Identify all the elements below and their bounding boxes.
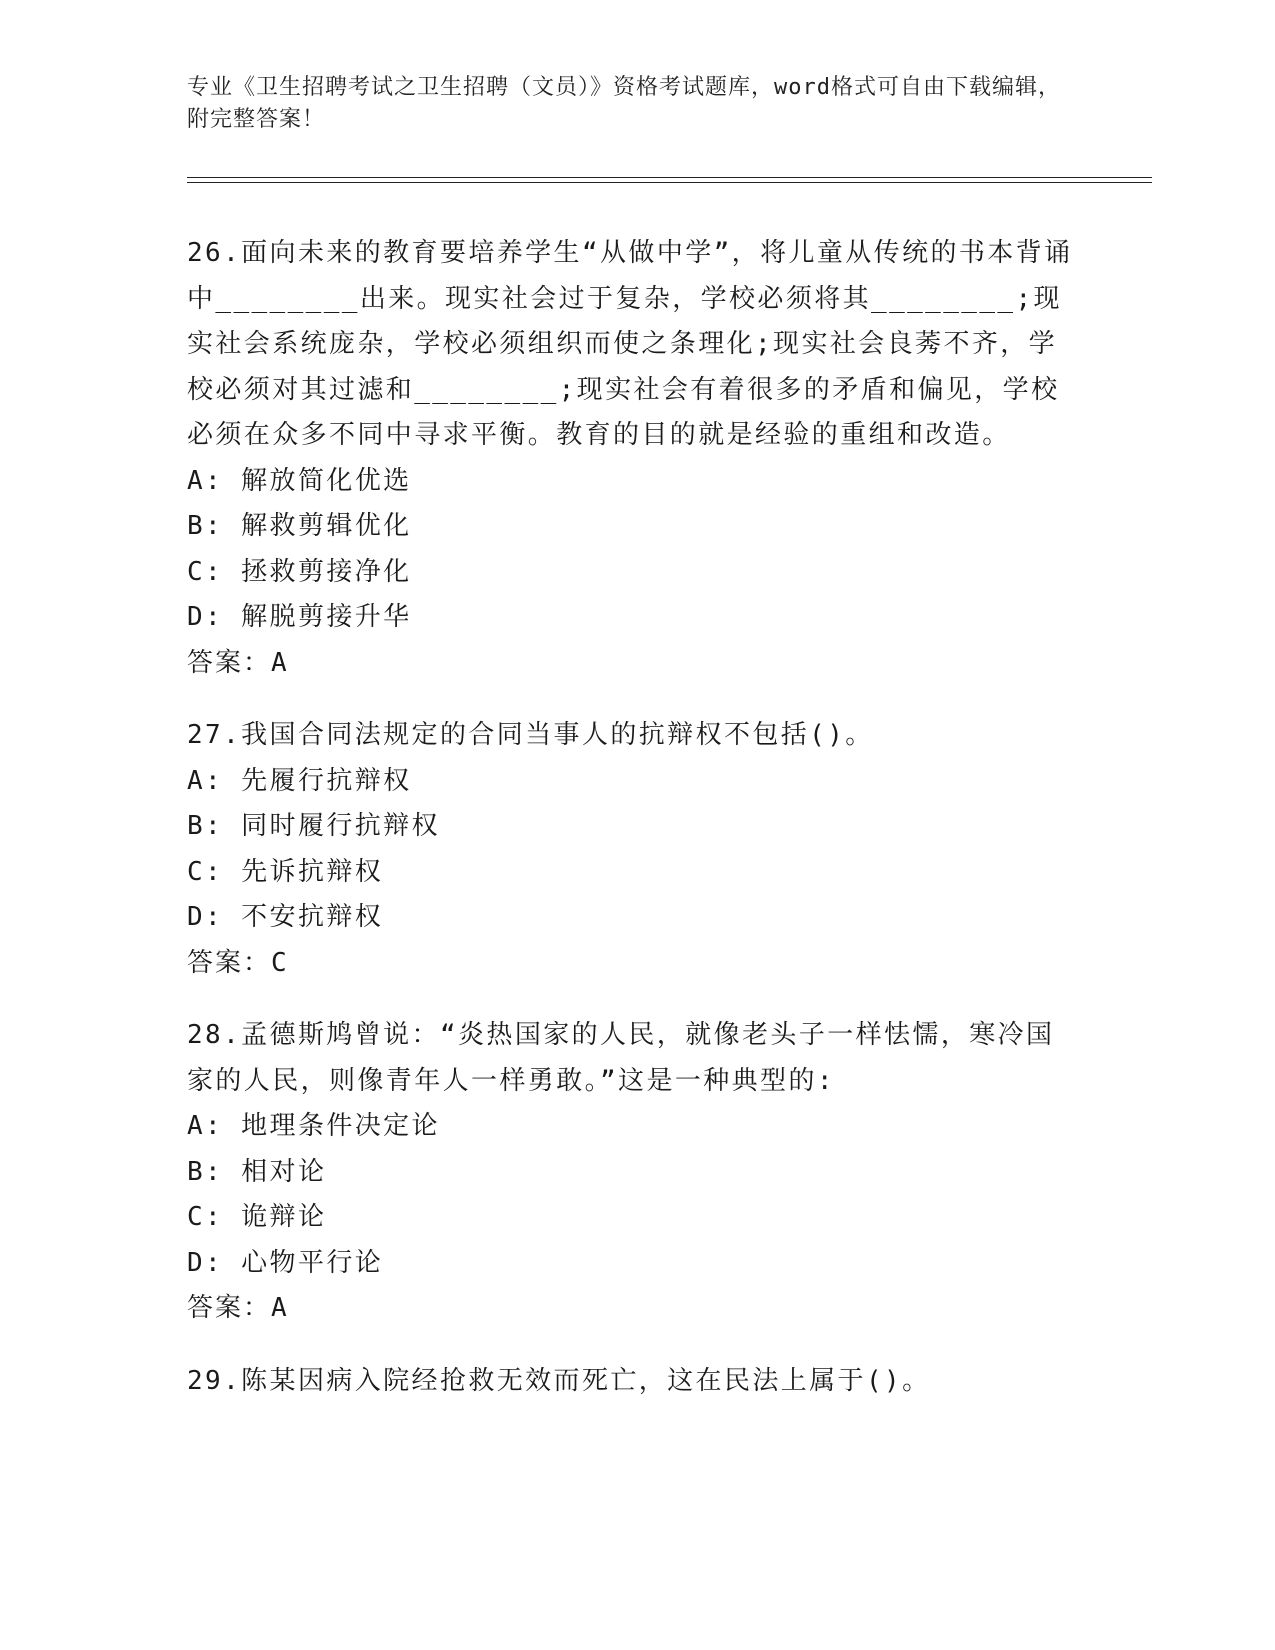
question-list <box>187 231 1077 1431</box>
question-28 <box>187 1013 1077 1332</box>
question-27 <box>187 713 1077 986</box>
question-stem: 28.孟德斯鸠曾说：“炎热国家的人民，就像老头子一样怯懦，寒冷国家的人民，则像青年人一样勇敢。”这是一种典型的: <box>187 1020 1055 1096</box>
document-header <box>187 72 1067 136</box>
question-stem: 29.陈某因病入院经抢救无效而死亡，这在民法上属于()。 <box>187 1365 931 1396</box>
answer-value: C <box>271 947 289 978</box>
option-c: C: 诡辩论 <box>187 1202 327 1232</box>
answer-label: 答案： <box>187 647 272 678</box>
answer-value: A <box>271 1293 289 1323</box>
option-b: B: 相对论 <box>187 1156 327 1187</box>
question-26 <box>187 231 1077 686</box>
answer-line <box>187 1286 1077 1332</box>
header-text: 专业《卫生招聘考试之卫生招聘（文员）》资格考试题库，word格式可自由下载编辑，附完整答案！ <box>187 75 1061 132</box>
question-stem: 27.我国合同法规定的合同当事人的抗辩权不包括()。 <box>187 720 874 750</box>
header-divider-top <box>187 177 1152 178</box>
option-d: D: 心物平行论 <box>187 1247 384 1278</box>
header-divider-bottom <box>187 182 1152 183</box>
answer-label: 答案： <box>187 1293 272 1323</box>
option-a: A: 解放简化优选 <box>187 465 412 496</box>
question-stem: 26.面向未来的教育要培养学生“从做中学”，将儿童从传统的书本背诵中________出来。现实社会过于复杂，学校必须将其________;现实社会系统庞杂，学校必须组织而使之条理化;现实社会良莠不齐，学校必须对其过滤和________;现实社会有着很多的矛盾和偏见，学校必须在众多不同中寻求平衡。教育的目的就是经验的重组和改造。 <box>187 238 1073 450</box>
option-d: D: 不安抗辩权 <box>187 902 384 932</box>
question-29 <box>187 1359 1077 1405</box>
option-b: B: 同时履行抗辩权 <box>187 811 440 841</box>
answer-line <box>187 641 1077 687</box>
option-b: B: 解救剪辑优化 <box>187 511 412 541</box>
answer-value: A <box>271 647 289 678</box>
option-c: C: 拯救剪接净化 <box>187 556 412 587</box>
answer-label: 答案： <box>187 947 272 978</box>
option-d: D: 解脱剪接升华 <box>187 602 412 632</box>
option-a: A: 地理条件决定论 <box>187 1111 440 1141</box>
option-c: C: 先诉抗辩权 <box>187 856 384 887</box>
option-a: A: 先履行抗辩权 <box>187 765 412 796</box>
answer-line <box>187 941 1077 987</box>
